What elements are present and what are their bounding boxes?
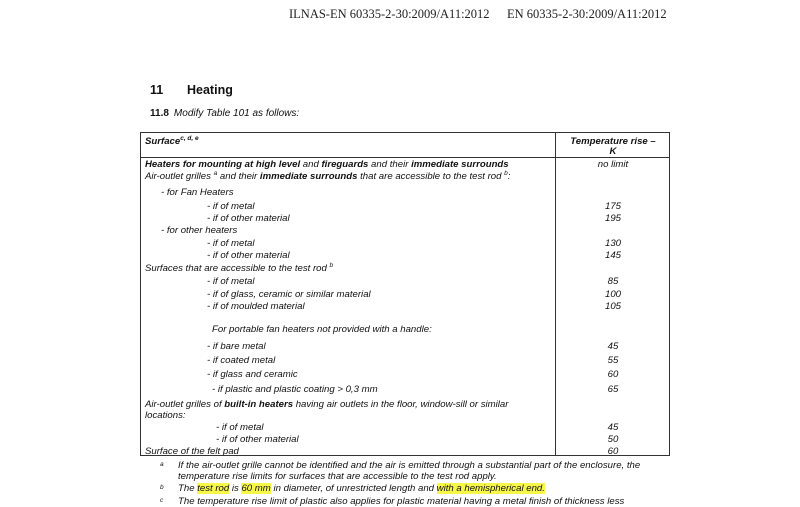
row-label (207, 213, 290, 224)
section-heading (150, 83, 233, 97)
row-value: 60 (607, 446, 619, 457)
text-run: - if of moulded material (207, 301, 305, 312)
text-run: - if of metal (216, 422, 264, 433)
footnote-ref: b (504, 169, 508, 177)
row-label (207, 250, 290, 261)
text-run: Air-outlet grilles of (145, 399, 225, 410)
text-run: in diameter, of unrestricted length and (270, 483, 437, 494)
row-label (145, 159, 509, 170)
footnote-mark: a (160, 461, 164, 468)
row-value: 50 (607, 434, 619, 445)
row-label (207, 201, 254, 212)
footnote-text (178, 483, 668, 494)
row-label (161, 225, 237, 236)
footnotes (140, 455, 670, 507)
row-label (145, 263, 333, 274)
text-run: having air outlets in the floor, window-sill or similar locations: (145, 399, 509, 421)
row-label (207, 276, 254, 287)
row-label (145, 171, 510, 182)
row-label (207, 369, 298, 380)
text-run: immediate surrounds (259, 171, 358, 182)
subsection-line (150, 108, 299, 119)
footnote-ref: a (213, 169, 218, 177)
text-run: The temperature rise limit of plastic also applies for plastic material having a metal finish of thickness less (178, 496, 625, 507)
text-run: and their (217, 171, 260, 182)
text-run: and (300, 159, 322, 170)
text-run: - if of metal (207, 276, 255, 287)
row-value: 145 (604, 250, 621, 261)
column-header-temperature: Temperature rise – K (570, 136, 656, 157)
text-run: - for Fan Heaters (161, 187, 234, 198)
text-run: with a hemispherical end. (436, 483, 545, 494)
row-label (216, 434, 299, 445)
text-run: - if bare metal (207, 341, 266, 352)
text-run: For portable fan heaters not provided with a handle: (212, 324, 432, 335)
row-value: 55 (607, 355, 619, 366)
text-run: : (507, 171, 511, 182)
text-run: - if of other material (216, 434, 299, 445)
text-run: Surfaces that are accessible to the test rod (145, 263, 330, 274)
footnote-ref: b (329, 261, 334, 269)
text-run: test rod (197, 483, 230, 494)
row-label (207, 289, 371, 300)
row-value: 45 (607, 341, 619, 352)
text-run: If the air-outlet grille cannot be identified and the air is emitted through a substantial part of the enclosure, the temperature rise limits for surfaces that are accessible to the test rod apply. (178, 460, 641, 482)
text-run: fireguards (321, 159, 369, 170)
text-run: immediate surrounds (411, 159, 509, 170)
text-run: - if of metal (207, 201, 255, 212)
text-run: Air-outlet grilles (145, 171, 214, 182)
row-value: 105 (604, 301, 621, 312)
row-label (216, 422, 263, 433)
footnote-text (178, 460, 668, 482)
row-label (145, 399, 550, 421)
header-divider (141, 157, 670, 158)
row-value: 60 (607, 369, 619, 380)
row-label (207, 301, 305, 312)
text-run: - for other heaters (161, 225, 238, 236)
row-value: 45 (607, 422, 619, 433)
text-run: - if of other material (207, 213, 290, 224)
text-run: - if glass and ceramic (207, 369, 298, 380)
column-header-surface: Surface$^{c, d, e}$ (145, 134, 199, 147)
text-run: - if plastic and plastic coating > 0,3 mm (212, 384, 378, 395)
text-run: - if coated metal (207, 355, 276, 366)
footnote-text (178, 496, 668, 507)
row-label (212, 324, 432, 335)
row-value: 175 (604, 201, 621, 212)
row-value: no limit (597, 159, 629, 170)
row-label (161, 187, 234, 198)
section-number: 11 (150, 83, 164, 97)
text-run: is (229, 483, 242, 494)
text-run: The (178, 483, 198, 494)
row-label (207, 238, 254, 249)
text-run: - if of glass, ceramic or similar material (207, 289, 371, 300)
header-left: ILNAS-EN 60335-2-30:2009/A11:2012 (289, 7, 490, 21)
subsection-text: Modify Table 101 as follows: (173, 108, 300, 119)
row-label (207, 355, 275, 366)
temperature-rise-table (140, 132, 670, 455)
row-label (212, 384, 378, 395)
header-right: EN 60335-2-30:2009/A11:2012 (507, 7, 667, 21)
section-title: Heating (187, 83, 233, 97)
footnote-mark: c (160, 497, 164, 504)
row-value: 130 (604, 238, 621, 249)
row-value: 100 (604, 289, 621, 300)
subsection-number: 11.8 (150, 108, 169, 119)
text-run: and their (368, 159, 412, 170)
text-run: Surface of the felt pad (145, 446, 239, 457)
text-run: 60 mm (241, 483, 271, 494)
row-value: 65 (607, 384, 619, 395)
footnote-mark: b (160, 484, 164, 491)
text-run: - if of metal (207, 238, 255, 249)
row-value: 85 (607, 276, 619, 287)
text-run: Heaters for mounting at high level (145, 159, 301, 170)
row-label (207, 341, 266, 352)
text-run: that are accessible to the test rod (357, 171, 505, 182)
row-value: 195 (604, 213, 621, 224)
text-run: built-in heaters (224, 399, 294, 410)
text-run: - if of other material (207, 250, 290, 261)
